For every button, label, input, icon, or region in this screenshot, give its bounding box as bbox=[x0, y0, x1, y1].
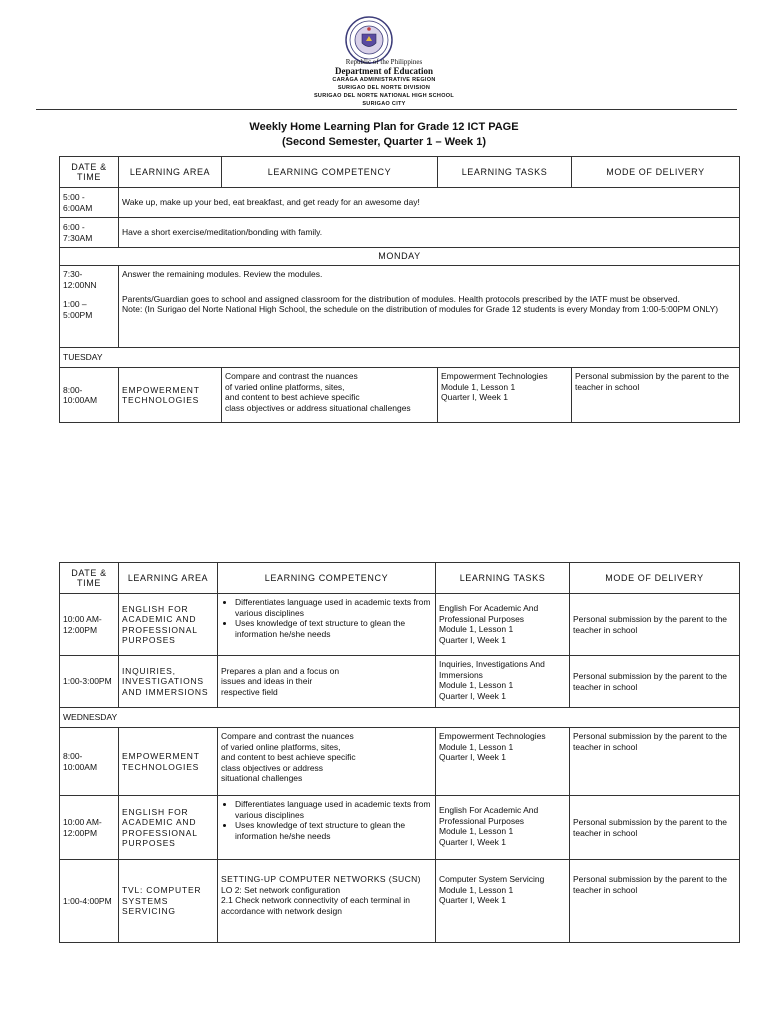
header-division: SURIGAO DEL NORTE DIVISION bbox=[337, 85, 431, 91]
plan-table-1 bbox=[59, 156, 740, 423]
time-cell bbox=[60, 266, 119, 348]
plan-subtitle: (Second Semester, Quarter 1 – Week 1) bbox=[282, 136, 486, 148]
table-row bbox=[60, 796, 740, 860]
day-label: MONDAY bbox=[60, 248, 740, 266]
activity-cell: Have a short exercise/meditation/bonding with family. bbox=[119, 218, 740, 248]
table-row bbox=[60, 368, 740, 423]
activity-text: Answer the remaining modules. Review the modules. bbox=[122, 269, 323, 279]
table-row bbox=[60, 218, 740, 248]
competency-cell bbox=[218, 860, 436, 943]
task-line: English For Academic And Professional Purposes bbox=[439, 603, 539, 624]
tasks-cell bbox=[436, 796, 570, 860]
mode-cell: Personal submission by the parent to the teacher in school bbox=[570, 594, 740, 656]
col-header-date-time: DATE & TIME bbox=[60, 157, 119, 188]
competency-line: class objectives or address bbox=[221, 762, 324, 773]
task-line: Quarter I, Week 1 bbox=[439, 634, 506, 645]
mode-cell: Personal submission by the parent to the teacher in school bbox=[570, 728, 740, 796]
time-cell: 10:00 AM- 12:00PM bbox=[60, 594, 119, 656]
competency-cell bbox=[218, 796, 436, 860]
competency-line: 2.1 Check network connectivity of each terminal in accordance with network design bbox=[221, 895, 410, 916]
competency-cell bbox=[218, 656, 436, 708]
task-line: Quarter I, Week 1 bbox=[439, 752, 506, 762]
day-row-tuesday bbox=[60, 348, 740, 368]
plan-title: Weekly Home Learning Plan for Grade 12 ICT PAGE bbox=[249, 121, 519, 133]
task-line: Quarter I, Week 1 bbox=[439, 895, 506, 905]
col-header-learning-area: LEARNING AREA bbox=[119, 157, 222, 188]
header-department: Department of Education bbox=[335, 66, 433, 76]
header-republic: Republic of the Philippines bbox=[345, 58, 423, 66]
time-cell: 10:00 AM- 12:00PM bbox=[60, 796, 119, 860]
time-cell: 8:00- 10:00AM bbox=[60, 368, 119, 423]
competency-bullet: • Uses knowledge of text structure to glean the information he/she needs bbox=[235, 820, 432, 841]
competency-line: issues and ideas in their bbox=[221, 676, 313, 687]
table-row bbox=[60, 860, 740, 943]
competency-line: LO 2: Set network configuration bbox=[221, 884, 341, 895]
mode-cell: Personal submission by the parent to the teacher in school bbox=[570, 796, 740, 860]
table-header-row bbox=[60, 157, 740, 188]
competency-bullets bbox=[221, 799, 432, 841]
competency-line: class objectives or address situational challenges bbox=[225, 402, 411, 413]
learning-area-cell: EMPOWERMENT TECHNOLOGIES bbox=[119, 728, 218, 796]
competency-line: and content to best achieve specific bbox=[221, 752, 356, 762]
task-line: Empowerment Technologies bbox=[441, 371, 548, 381]
task-line: English For Academic And Professional Purposes bbox=[439, 805, 539, 826]
table-row bbox=[60, 594, 740, 656]
activity-cell bbox=[119, 266, 740, 348]
time-morning: 7:30- 12:00NN bbox=[63, 269, 97, 290]
tasks-cell bbox=[438, 368, 572, 423]
task-line: Module 1, Lesson 1 bbox=[441, 381, 516, 392]
learning-area-cell: ENGLISH FOR ACADEMIC AND PROFESSIONAL PURPOSES bbox=[119, 594, 218, 656]
competency-line: SETTING-UP COMPUTER NETWORKS (SUCN) bbox=[221, 874, 421, 884]
header-divider bbox=[36, 109, 737, 110]
time-cell: 1:00-3:00PM bbox=[60, 656, 119, 708]
activity-cell: Wake up, make up your bed, eat breakfast, and get ready for an awesome day! bbox=[119, 188, 740, 218]
learning-area-cell: TVL: COMPUTER SYSTEMS SERVICING bbox=[119, 860, 218, 943]
competency-line: Compare and contrast the nuances bbox=[225, 371, 358, 381]
col-header-mode-of-delivery: MODE OF DELIVERY bbox=[570, 563, 740, 594]
task-line: Inquiries, Investigations And Immersions bbox=[439, 659, 545, 680]
task-line: Quarter I, Week 1 bbox=[439, 690, 506, 701]
time-cell: 8:00- 10:00AM bbox=[60, 728, 119, 796]
table-row bbox=[60, 728, 740, 796]
day-label: WEDNESDAY bbox=[60, 708, 740, 728]
col-header-date-time: DATE & TIME bbox=[60, 563, 119, 594]
competency-line: respective field bbox=[221, 686, 278, 697]
tasks-cell bbox=[436, 594, 570, 656]
task-line: Module 1, Lesson 1 bbox=[439, 826, 514, 836]
table-row bbox=[60, 188, 740, 218]
time-cell: 1:00-4:00PM bbox=[60, 860, 119, 943]
header-school: SURIGAO DEL NORTE NATIONAL HIGH SCHOOL bbox=[313, 93, 455, 99]
table-row bbox=[60, 266, 740, 348]
table-row bbox=[60, 656, 740, 708]
task-line: Empowerment Technologies bbox=[439, 731, 546, 741]
competency-line: and content to best achieve specific bbox=[225, 392, 360, 402]
time-afternoon: 1:00 – 5:00PM bbox=[63, 299, 93, 320]
competency-cell bbox=[218, 594, 436, 656]
tasks-cell bbox=[436, 860, 570, 943]
header-region: CARAGA ADMINISTRATIVE REGION bbox=[332, 77, 436, 83]
task-line: Quarter I, Week 1 bbox=[441, 392, 508, 402]
mode-cell: Personal submission by the parent to the teacher in school bbox=[572, 368, 740, 423]
tasks-cell bbox=[436, 656, 570, 708]
day-row-wednesday bbox=[60, 708, 740, 728]
day-label: TUESDAY bbox=[60, 348, 740, 368]
competency-cell bbox=[222, 368, 438, 423]
time-cell: 6:00 - 7:30AM bbox=[60, 218, 119, 248]
learning-area-cell: EMPOWERMENT TECHNOLOGIES bbox=[119, 368, 222, 423]
header-city: SURIGAO CITY bbox=[362, 101, 406, 107]
competency-bullet: • Differentiates language used in academic texts from various disciplines bbox=[235, 597, 432, 618]
day-row-monday bbox=[60, 248, 740, 266]
mode-cell: Personal submission by the parent to the teacher in school bbox=[570, 656, 740, 708]
task-line: Module 1, Lesson 1 bbox=[439, 884, 514, 895]
col-header-learning-tasks: LEARNING TASKS bbox=[436, 563, 570, 594]
competency-bullets bbox=[221, 597, 432, 639]
col-header-mode-of-delivery: MODE OF DELIVERY bbox=[572, 157, 740, 188]
competency-line: Prepares a plan and a focus on bbox=[221, 665, 340, 676]
competency-bullet: • Uses knowledge of text structure to glean the information he/she needs bbox=[235, 618, 432, 639]
competency-bullet: • Differentiates language used in academic texts from various disciplines bbox=[235, 799, 432, 820]
activity-note: Note: (In Surigao del Norte National High School, the schedule on the distribution of modules for Grade 12 students is every Monday from 1:00-5:00PM ONLY) bbox=[122, 304, 719, 314]
table-header-row bbox=[60, 563, 740, 594]
col-header-learning-area: LEARNING AREA bbox=[119, 563, 218, 594]
mode-cell: Personal submission by the parent to the teacher in school bbox=[570, 860, 740, 943]
competency-line: of varied online platforms, sites, bbox=[225, 381, 345, 392]
col-header-learning-competency: LEARNING COMPETENCY bbox=[222, 157, 438, 188]
col-header-learning-competency: LEARNING COMPETENCY bbox=[218, 563, 436, 594]
task-line: Quarter I, Week 1 bbox=[439, 836, 506, 847]
competency-line: Compare and contrast the nuances bbox=[221, 731, 354, 741]
learning-area-cell: INQUIRIES, INVESTIGATIONS AND IMMERSIONS bbox=[119, 656, 218, 708]
col-header-learning-tasks: LEARNING TASKS bbox=[438, 157, 572, 188]
tasks-cell bbox=[436, 728, 570, 796]
task-line: Module 1, Lesson 1 bbox=[439, 741, 514, 752]
competency-line: of varied online platforms, sites, bbox=[221, 741, 341, 752]
task-line: Computer System Servicing bbox=[439, 874, 545, 884]
task-line: Module 1, Lesson 1 bbox=[439, 624, 514, 634]
competency-cell bbox=[218, 728, 436, 796]
learning-area-cell: ENGLISH FOR ACADEMIC AND PROFESSIONAL PURPOSES bbox=[119, 796, 218, 860]
activity-text: Parents/Guardian goes to school and assigned classroom for the distribution of modules. Health protocols prescribed by the IATF must be observed. bbox=[122, 293, 680, 304]
competency-line: situational challenges bbox=[221, 773, 303, 783]
time-cell: 5:00 - 6:00AM bbox=[60, 188, 119, 218]
deped-seal-logo bbox=[345, 16, 393, 64]
task-line: Module 1, Lesson 1 bbox=[439, 680, 514, 690]
plan-table-2 bbox=[59, 562, 740, 943]
